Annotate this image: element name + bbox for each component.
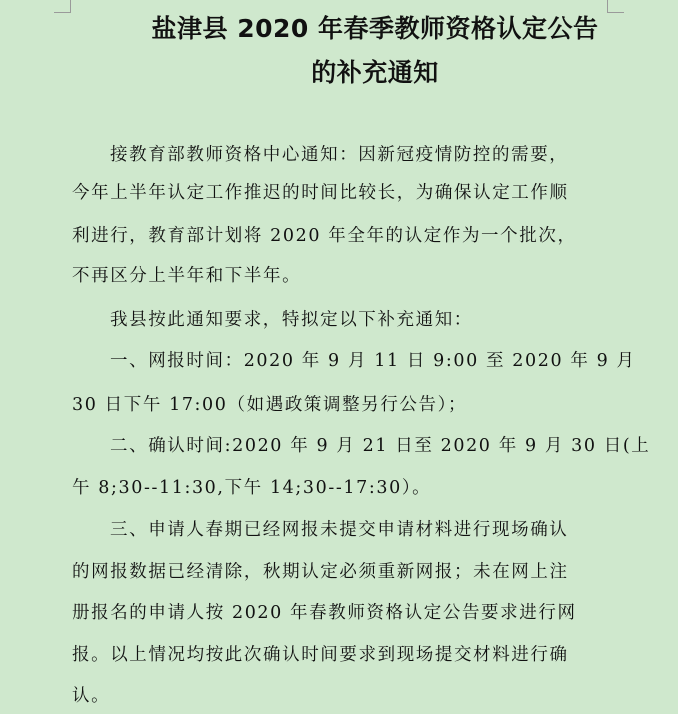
item-1-line-2: 30 日下午 17:00（如遇政策调整另行公告）； xyxy=(72,395,468,415)
item-2-line-2: 午 8;30--11:30,下午 14;30--17:30）。 xyxy=(72,478,432,498)
item-3-line-1: 三、申请人春期已经网报未提交申请材料进行现场确认 xyxy=(110,520,569,540)
paragraph-2-line-1: 我县按此通知要求，特拟定以下补充通知： xyxy=(110,310,473,330)
item-2-line-1: 二、确认时间:2020 年 9 月 21 日至 2020 年 9 月 30 日(上 xyxy=(110,436,651,456)
item-1-line-1: 一、网报时间：2020 年 9 月 11 日 9:00 至 2020 年 9 月 xyxy=(110,351,636,371)
document-title-line-1: 盐津县 2020 年春季教师资格认定公告 xyxy=(151,14,599,43)
paragraph-1-line-2: 今年上半年认定工作推迟的时间比较长，为确保认定工作顺 xyxy=(72,183,569,203)
item-3-line-2: 的网报数据已经清除，秋期认定必须重新网报；未在网上注 xyxy=(72,562,569,582)
document-title-line-2: 的补充通知 xyxy=(311,58,439,87)
item-3-line-4: 报。以上情况均按此次确认时间要求到现场提交材料进行确 xyxy=(72,645,569,665)
paragraph-1-line-4: 不再区分上半年和下半年。 xyxy=(72,266,302,286)
item-3-line-5: 认。 xyxy=(72,686,111,706)
paragraph-1-line-1: 接教育部教师资格中心通知：因新冠疫情防控的需要， xyxy=(110,145,569,165)
paragraph-1-line-3: 利进行，教育部计划将 2020 年全年的认定作为一个批次， xyxy=(72,226,577,246)
item-3-line-3: 册报名的申请人按 2020 年春教师资格认定公告要求进行网 xyxy=(72,603,577,623)
